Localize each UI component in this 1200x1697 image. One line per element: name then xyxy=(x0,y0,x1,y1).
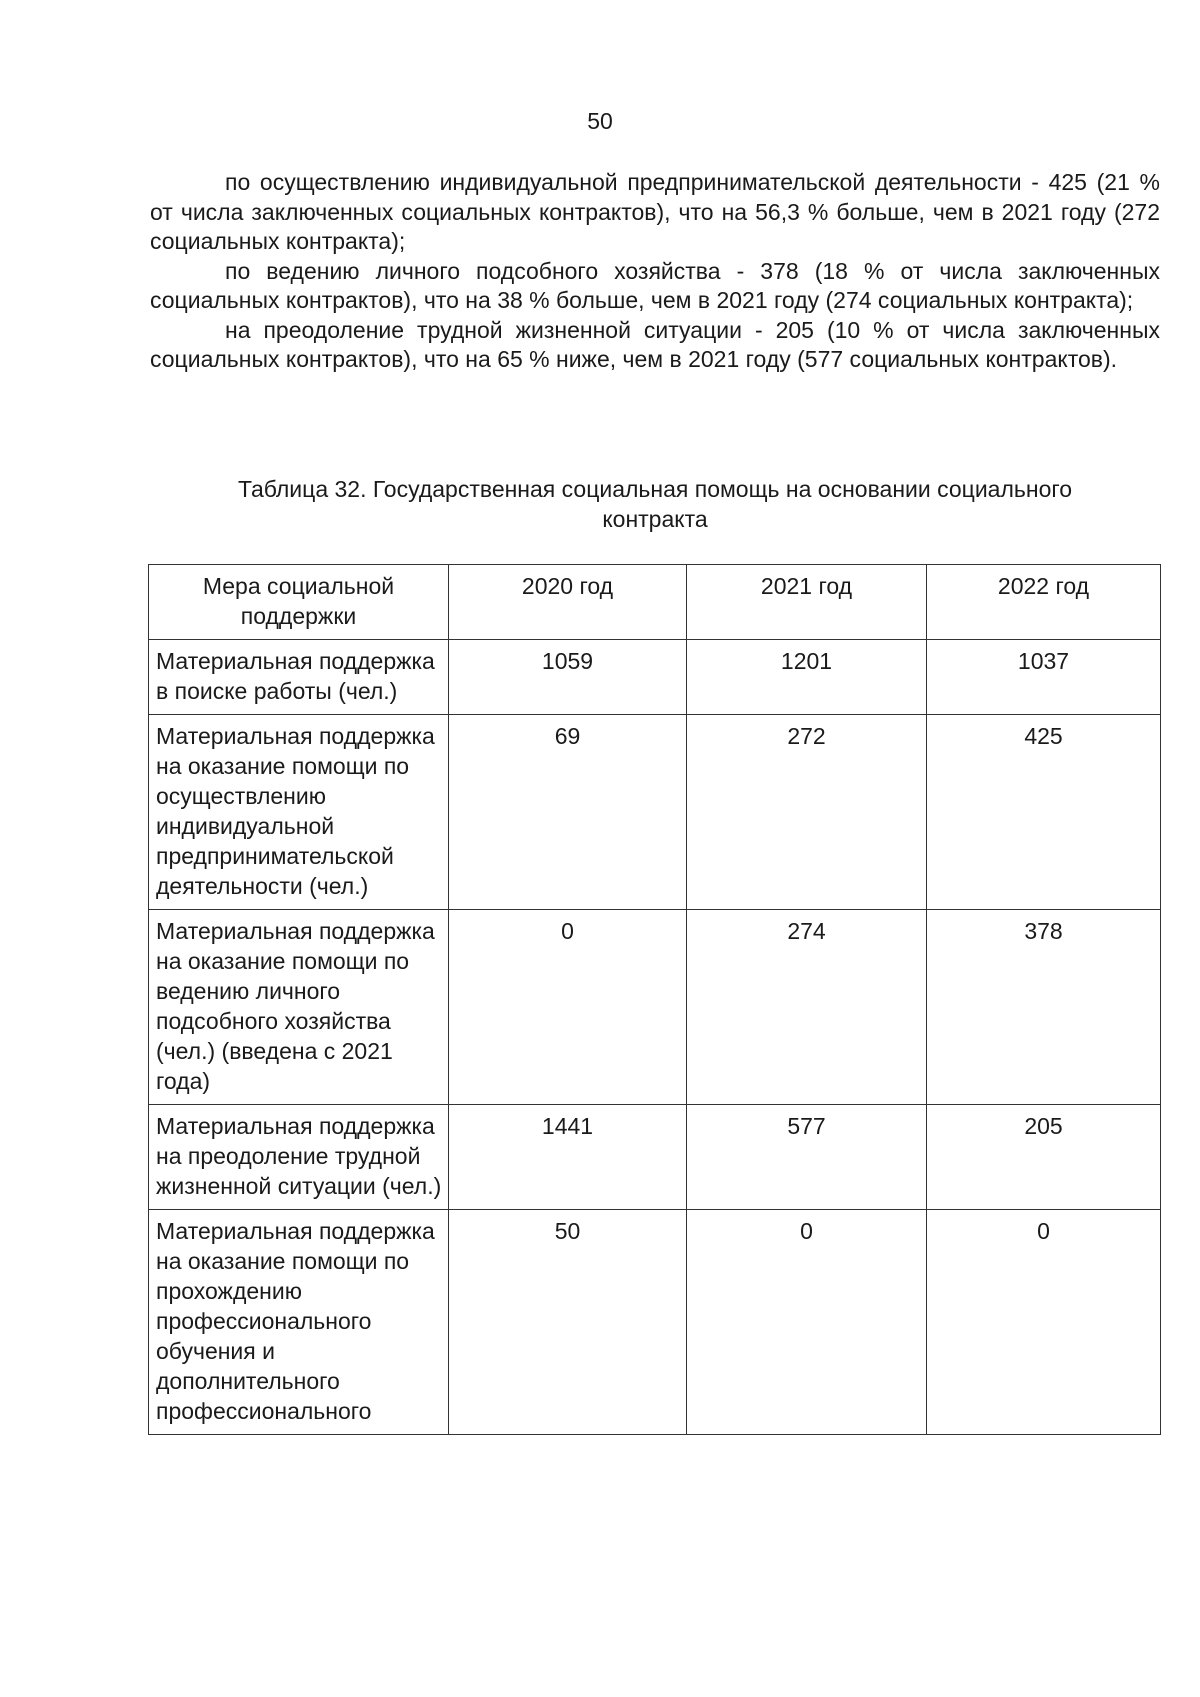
value-2020-cell: 50 xyxy=(449,1210,687,1435)
column-header-2020: 2020 год xyxy=(449,565,687,640)
social-assistance-table xyxy=(148,564,1161,1435)
value-2020-cell: 0 xyxy=(449,910,687,1105)
value-2022-cell: 205 xyxy=(927,1105,1161,1210)
measure-cell: Материальная поддержка на оказание помощи по осуществлению индивидуальной предпринимательской деятельности (чел.) xyxy=(149,715,449,910)
column-header-measure: Мера социальной поддержки xyxy=(149,565,449,640)
table-row xyxy=(149,715,1161,910)
paragraph: на преодоление трудной жизненной ситуации - 205 (10 % от числа заключенных социальных контрактов), что на 65 % ниже, чем в 2021 году (577 социальных контрактов). xyxy=(150,316,1160,372)
value-2021-cell: 0 xyxy=(687,1210,927,1435)
table-row xyxy=(149,910,1161,1105)
page-number: 50 xyxy=(587,108,613,134)
measure-cell: Материальная поддержка на оказание помощи по ведению личного подсобного хозяйства (чел.) (введена с 2021 года) xyxy=(149,910,449,1105)
table-header-row xyxy=(149,565,1161,640)
measure-cell: Материальная поддержка на преодоление трудной жизненной ситуации (чел.) xyxy=(149,1105,449,1210)
value-2022-cell: 378 xyxy=(927,910,1161,1105)
table-row xyxy=(149,1105,1161,1210)
value-2020-cell: 69 xyxy=(449,715,687,910)
value-2020-cell: 1059 xyxy=(449,640,687,715)
paragraph: по осуществлению индивидуальной предпринимательской деятельности - 425 (21 % от числа заключенных социальных контрактов), что на 56,3 % больше, чем в 2021 году (272 социальных контракта); xyxy=(150,169,1160,254)
value-2022-cell: 425 xyxy=(927,715,1161,910)
measure-cell: Материальная поддержка на оказание помощи по прохождению профессионального обучения и дополнительного профессионального xyxy=(149,1210,449,1435)
measure-cell: Материальная поддержка в поиске работы (чел.) xyxy=(149,640,449,715)
value-2021-cell: 272 xyxy=(687,715,927,910)
value-2020-cell: 1441 xyxy=(449,1105,687,1210)
column-header-2022: 2022 год xyxy=(927,565,1161,640)
value-2021-cell: 274 xyxy=(687,910,927,1105)
table-caption-line: контракта xyxy=(602,506,708,532)
column-header-2021: 2021 год xyxy=(687,565,927,640)
table-caption-line: Таблица 32. Государственная социальная помощь на основании социального xyxy=(237,476,1073,502)
table-row xyxy=(149,640,1161,715)
table-row xyxy=(149,1210,1161,1435)
value-2022-cell: 1037 xyxy=(927,640,1161,715)
value-2022-cell: 0 xyxy=(927,1210,1161,1435)
paragraph: по ведению личного подсобного хозяйства - 378 (18 % от числа заключенных социальных контрактов), что на 38 % больше, чем в 2021 году (274 социальных контракта); xyxy=(150,257,1160,313)
value-2021-cell: 577 xyxy=(687,1105,927,1210)
body-text xyxy=(150,168,1160,375)
table-caption xyxy=(150,474,1160,534)
value-2021-cell: 1201 xyxy=(687,640,927,715)
